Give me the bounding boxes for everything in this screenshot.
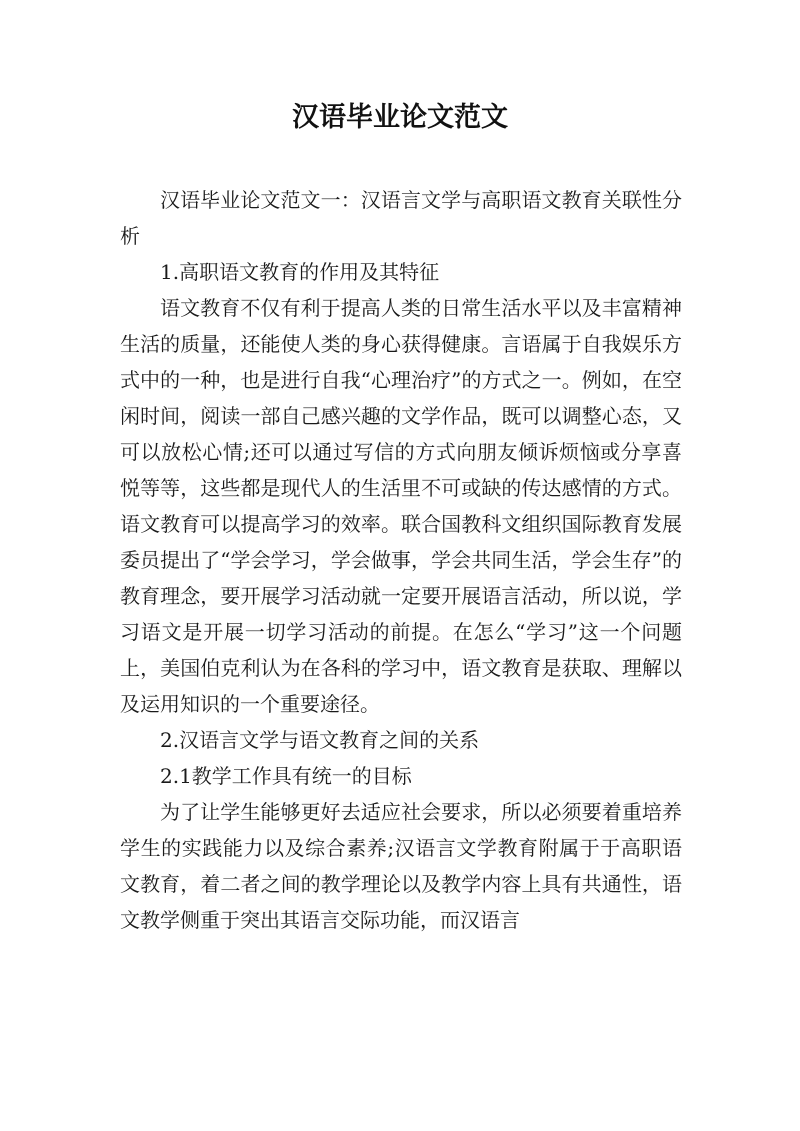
subsection-heading-2-1: 2.1教学工作具有统一的目标 <box>160 764 412 788</box>
intro-paragraph: 汉语毕业论文范文一：汉语言文学与高职语文教育关联性分析 <box>120 188 682 248</box>
section-heading-1: 1.高职语文教育的作用及其特征 <box>160 260 440 284</box>
document-title: 汉语毕业论文范文 <box>292 102 508 133</box>
body-paragraph-1: 语文教育不仅有利于提高人类的日常生活水平以及丰富精神生活的质量，还能使人类的身心获得健康。言语属于自我娱乐方式中的一种，也是进行自我“心理治疗”的方式之一。例如，在空闲时间，阅读一部自己感兴趣的文学作品，既可以调整心态，又可以放松心情;还可以通过写信的方式向朋友倾诉烦恼或分享喜悦等等，这些都是现代人的生活里不可或缺的传达感情的方式。语文教育可以提高学习的效率。联合国教科文组织国际教育发展委员提出了“学会学习，学会做事，学会共同生活，学会生存”的教育理念，要开展学习活动就一定要开展语言活动，所以说，学习语文是开展一切学习活动的前提。在怎么“学习”这一个问题上，美国伯克利认为在各科的学习中，语文教育是获取、理解以及运用知识的一个重要途径。 <box>120 296 682 716</box>
body-paragraph-2: 为了让学生能够更好去适应社会要求，所以必须要着重培养学生的实践能力以及综合素养;汉语言文学教育附属于于高职语文教育，着二者之间的教学理论以及教学内容上具有共通性，语文教学侧重于突出其语言交际功能，而汉语言 <box>120 800 682 932</box>
document-body <box>120 182 682 938</box>
section-heading-2: 2.汉语言文学与语文教育之间的关系 <box>160 728 480 752</box>
